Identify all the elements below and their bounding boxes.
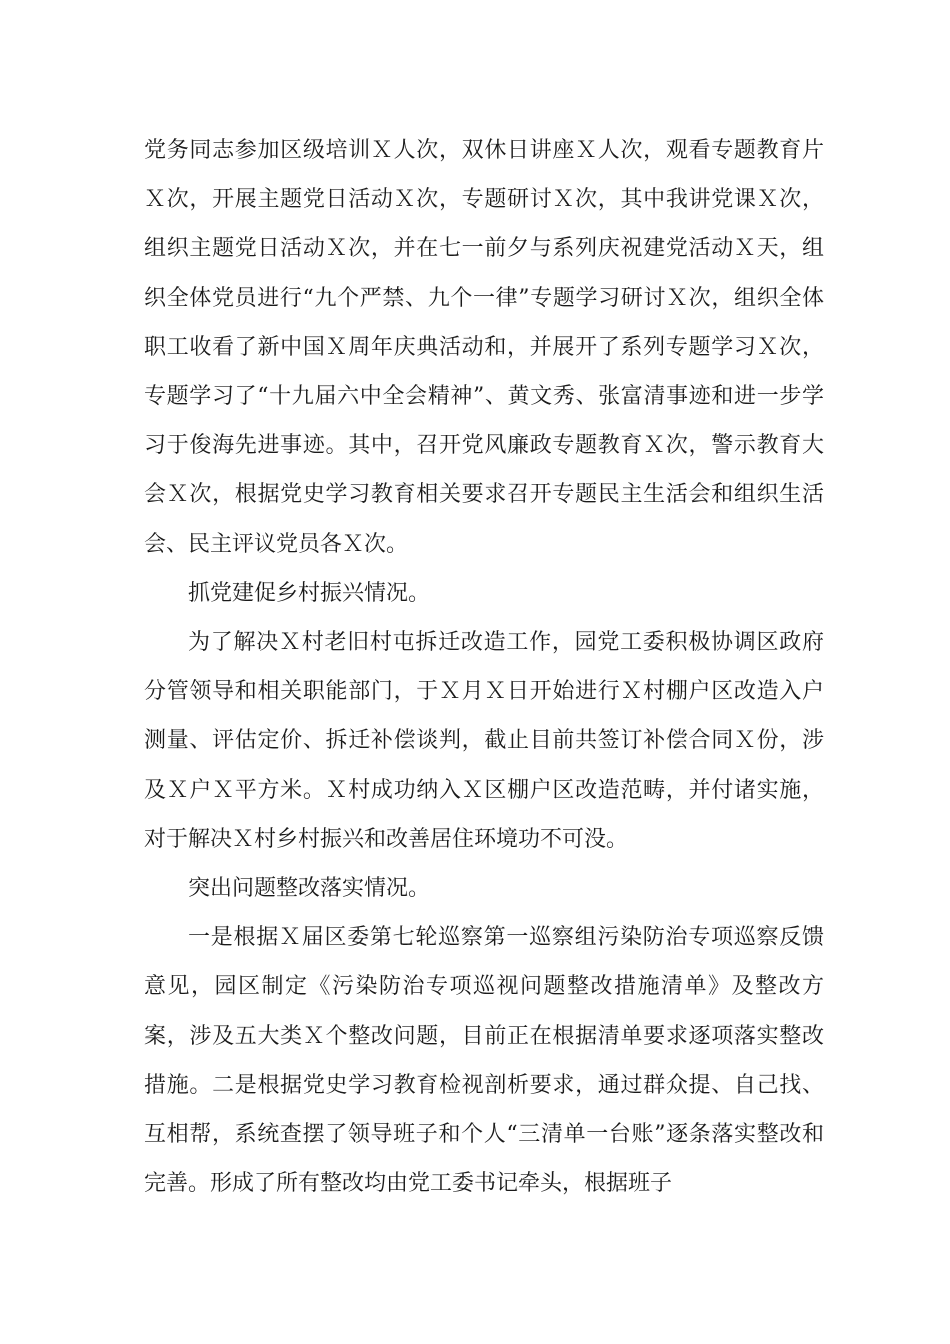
paragraph-3: 为了解决Ｘ村老旧村屯拆迁改造工作，园党工委积极协调区政府分管领导和相关职能部门，于Ｘ月Ｘ日开始进行Ｘ村棚户区改造入户测量、评估定价、拆迁补偿谈判，截止目前共签订补偿合同Ｘ份，涉及Ｘ户Ｘ平方米。Ｘ村成功纳入Ｘ区棚户区改造范畴，并付诸实施，对于解决Ｘ村乡村振兴和改善居住环境功不可没。	[144, 630, 824, 852]
document-body	[144, 126, 824, 1208]
paragraph-heading-rural-revitalization: 抓党建促乡村振兴情况。	[188, 580, 431, 606]
paragraph-1: 党务同志参加区级培训Ｘ人次，双休日讲座Ｘ人次，观看专题教育片Ｘ次，开展主题党日活动Ｘ次，专题研讨Ｘ次，其中我讲党课Ｘ次，组织主题党日活动Ｘ次，并在七一前夕与系列庆祝建党活动Ｘ天，组织全体党员进行“九个严禁、九个一律”专题学习研讨Ｘ次，组织全体职工收看了新中国Ｘ周年庆典活动和，并展开了系列专题学习Ｘ次，专题学习了“十九届六中全会精神”、黄文秀、张富清事迹和进一步学习于俊海先进事迹。其中，召开党风廉政专题教育Ｘ次，警示教育大会Ｘ次，根据党史学习教育相关要求召开专题民主生活会和组织生活会、民主评议党员各Ｘ次。	[144, 138, 824, 557]
paragraph-5: 一是根据Ｘ届区委第七轮巡察第一巡察组污染防治专项巡察反馈意见，园区制定《污染防治专项巡视问题整改措施清单》及整改方案，涉及五大类Ｘ个整改问题，目前正在根据清单要求逐项落实整改措施。二是根据党史学习教育检视剖析要求，通过群众提、自己找、互相帮，系统查摆了领导班子和个人“三清单一台账”逐条落实整改和完善。形成了所有整改均由党工委书记牵头，根据班子	[144, 925, 824, 1197]
paragraph-heading-rectification: 突出问题整改落实情况。	[188, 876, 431, 902]
